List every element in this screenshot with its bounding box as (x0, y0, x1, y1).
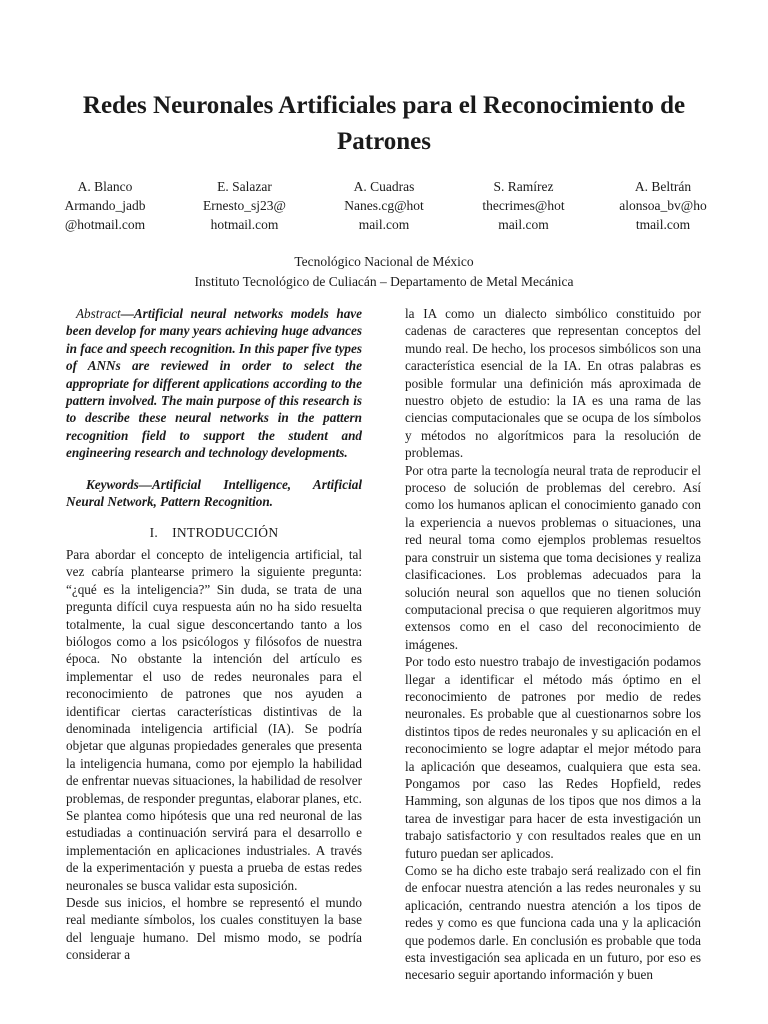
affiliation-line: Instituto Tecnológico de Culiacán – Departamento de Metal Mecánica (194, 274, 574, 289)
author-block (459, 177, 589, 234)
author-name: A. Beltrán (634, 179, 692, 194)
author-email-line: thecrimes@hot (482, 198, 565, 213)
body-paragraph: Por otra parte la tecnología neural trata de reproducir el proceso de solución de problemas del cerebro. Así como los humanos aplican el conocimiento ganado con la experiencia a nuevos problemas o situaciones, una red neural toma como ejemplos problemas resueltos para construir un sistema que toma decisiones y realiza clasificaciones. Los problemas adecuados para la solución neural son aquellos que no tienen solución computacional precisa o que requieren algoritmos muy extensos como en el caso del reconocimiento de imágenes. (405, 462, 701, 652)
author-email-line: Nanes.cg@hot (344, 198, 424, 213)
abstract-label: Abstract (76, 306, 121, 321)
author-email-line: Ernesto_sj23@ (203, 198, 286, 213)
author-name: S. Ramírez (493, 179, 554, 194)
author-name: A. Cuadras (353, 179, 415, 194)
author-email-line: hotmail.com (210, 217, 279, 232)
section-title: INTRODUCCIÓN (172, 525, 279, 541)
body-paragraph: Se plantea como hipótesis que una red neuronal de las estudiadas a continuación servirá para el desarrollo e implementación en aplicaciones industriales. A través de la experimentación y puesta a prueba de estas redes neuronales se busca validar esta suposición. (66, 807, 362, 893)
author-name: A. Blanco (77, 179, 133, 194)
section-heading (66, 524, 362, 541)
affiliation-line: Tecnológico Nacional de México (294, 254, 474, 269)
abstract (66, 305, 362, 462)
body-paragraph: Por todo esto nuestro trabajo de investigación podamos llegar a identificar el método más óptimo en el reconocimiento de patrones por medio de redes neuronales. Es probable que al cuestionarnos sobre los distintos tipos de redes neuronales y su aplicación en el reconocimiento se logre adaptar el mejor método para la aplicación que deseamos, cualquiera que esta sea. Pongamos por caso las Redes Hopfield, redes Hamming, son algunas de los tipos que nos dimos a la tarea de investigar para hacer de esta investigación un trabajo satisfactorio y con resultados reales que en un futuro puedan ser aplicados. (405, 654, 701, 861)
body-paragraph: Desde sus inicios, el hombre se representó el mundo real mediante símbolos, los cuales constituyen la base del lenguaje humano. Del mismo modo, se podría considerar a (66, 895, 362, 963)
author-email-line: alonsoa_bv@ho (619, 198, 707, 213)
body-paragraph: Como se ha dicho este trabajo será realizado con el fin de enfocar nuestra atención a las redes neuronales y su aplicación, centrando nuestra atención a los tipos de redes y como es que funciona cada una y la aplicación que podemos darle. En conclusión es probable que toda esta investigación sea aplicada en un futuro, por eso es necesario seguir aportando información y buen (405, 863, 701, 983)
paper-title: Redes Neuronales Artificiales para el Reconocimiento de Patrones (82, 92, 686, 155)
left-column (66, 305, 362, 964)
right-column (405, 305, 701, 984)
author-email-line: tmail.com (635, 217, 691, 232)
author-email-line: @hotmail.com (64, 217, 146, 232)
author-block (598, 177, 728, 234)
author-block (40, 177, 170, 234)
author-email-line: mail.com (498, 217, 549, 232)
author-email-line: mail.com (358, 217, 410, 232)
section-number: I. (149, 525, 159, 541)
keywords: Keywords—Artificial Intelligence, Artificial Neural Network, Pattern Recognition. (66, 476, 362, 510)
author-block (180, 177, 310, 234)
body-paragraph: la IA como un dialecto simbólico constituido por cadenas de caracteres que representan conceptos del mundo real. De hecho, los procesos simbólicos son una característica esencial de la IA. En otras palabras es posible formular una definición más aproximada de nuestro objeto de estudio: la IA es una rama de las ciencias computacionales que se ocupa de los símbolos y métodos no algorítmicos para la resolución de problemas. (405, 306, 701, 461)
affiliation (40, 252, 728, 292)
abstract-text: —Artificial neural networks models have been develop for many years achieving huge advances in face and speech recognition. In this paper five types of ANNs are reviewed in order to select the appropriate for different applications according to the pattern involved. The main purpose of this research is to describe these neural networks in the pattern recognition field to support the student and engineering research and technology developments. (66, 306, 362, 461)
author-block (319, 177, 449, 234)
author-email-line: Armando_jadb (64, 198, 146, 213)
body-paragraph: Para abordar el concepto de inteligencia artificial, tal vez cabría plantearse primero la siguiente pregunta: “¿qué es la inteligencia?” Sin duda, se trata de una pregunta difícil cuya respuesta aún no ha sido resuelta totalmente, la cual sigue desconcertando tanto a los biólogos como a los psicólogos y filósofos de nuestra época. No obstante la intención del artículo es implementar el uso de redes neuronales para el reconocimiento de patrones que nos ayuden a identificar ciertas características distintivas de la denominada inteligencia artificial (IA). Se podría objetar que algunas propiedades generales que presenta la inteligencia humana, como por ejemplo la habilidad de enfrentar nuevas situaciones, la habilidad de resolver problemas, de responder preguntas, elaborar planes, etc. (66, 546, 362, 806)
author-name: E. Salazar (217, 179, 272, 194)
author-list (40, 177, 728, 234)
